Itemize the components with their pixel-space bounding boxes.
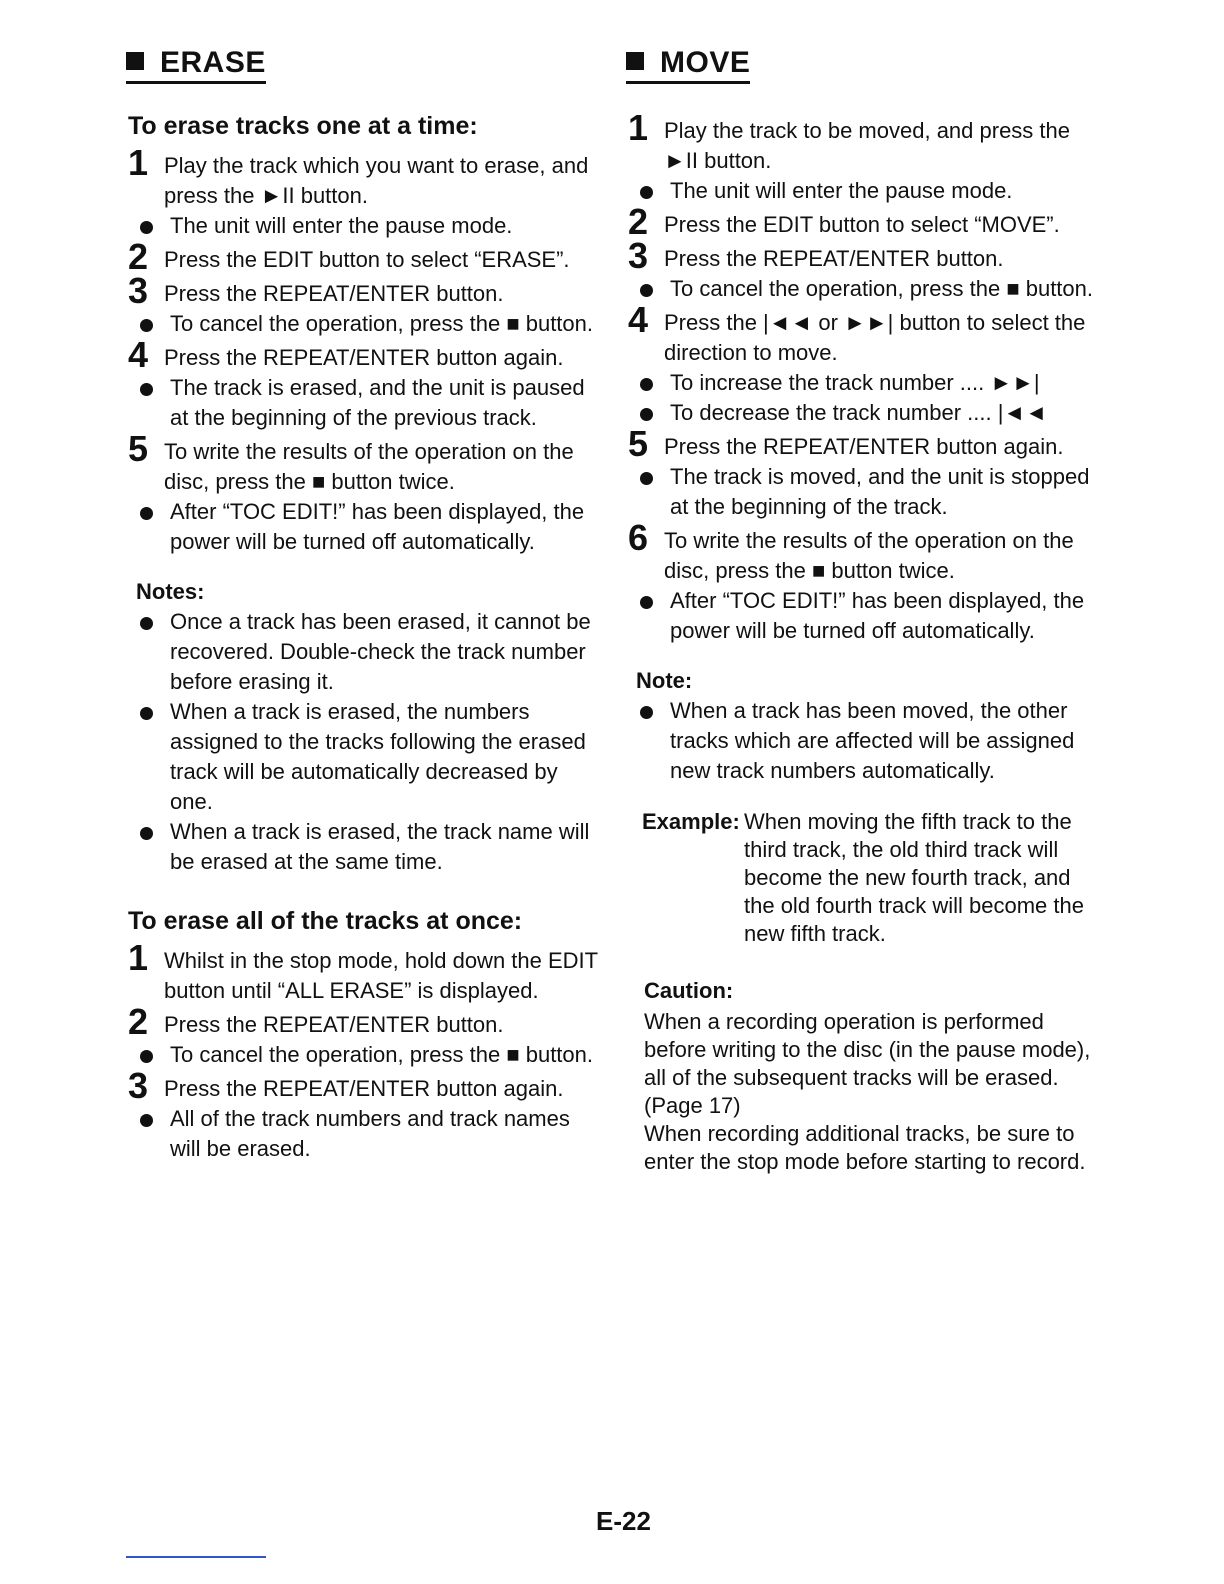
bullet-text: To cancel the operation, press the ■ button. [170,1042,593,1067]
bullet-item [126,817,606,877]
bullet-item [626,462,1104,522]
step-number: 1 [628,107,649,148]
step-item [626,423,1104,464]
bullet-item [626,176,1104,206]
bullet-dot-icon [640,706,653,719]
bullet-item [626,586,1104,646]
step-item [126,428,606,497]
bullet-text: The unit will enter the pause mode. [670,178,1013,203]
step-number: 3 [128,270,149,311]
step-item [126,1001,606,1042]
bullet-text: The track is erased, and the unit is paused at the beginning of the previous track. [170,375,585,430]
bullet-item [126,697,606,817]
bullet-text: To increase the track number .... ►►| [670,370,1040,395]
step-text: Play the track to be moved, and press the ►II button. [664,118,1071,173]
bullet-dot-icon [140,319,153,332]
step-text: Press the EDIT button to select “ERASE”. [164,247,570,272]
bullet-dot-icon [640,284,653,297]
erase-notes-heading: Notes: [136,579,205,604]
bullet-text: The unit will enter the pause mode. [170,213,513,238]
bullet-item [126,211,606,241]
step-item [126,270,606,311]
step-text: Whilst in the stop mode, hold down the EDIT button until “ALL ERASE” is displayed. [164,948,598,1003]
bullet-text: To cancel the operation, press the ■ button. [670,276,1093,301]
bullet-dot-icon [140,827,153,840]
step-text: Press the REPEAT/ENTER button. [164,281,504,306]
move-note-heading: Note: [636,668,693,693]
bullet-text: All of the track numbers and track names will be erased. [170,1106,570,1161]
bullet-dot-icon [140,1050,153,1063]
step-item [626,201,1104,242]
bullet-text: Once a track has been erased, it cannot be recovered. Double-check the track number before erasing it. [170,609,591,694]
move-section-title [626,46,750,84]
bullet-dot-icon [640,186,653,199]
step-item [126,236,606,277]
step-text: Press the REPEAT/ENTER button. [664,246,1004,271]
bullet-text: When a track is erased, the track name will be erased at the same time. [170,819,590,874]
erase-notes-list [126,607,606,877]
erase-column [126,46,606,1164]
bullet-text: When a track has been moved, the other tracks which are affected will be assigned new track numbers automatically. [670,698,1075,783]
step-item [626,299,1104,368]
move-note-list [626,696,1104,786]
step-number: 5 [128,428,149,469]
bullet-dot-icon [640,408,653,421]
step-number: 2 [628,201,649,242]
bullet-text: After “TOC EDIT!” has been displayed, the power will be turned off automatically. [170,499,585,554]
bullet-item [126,607,606,697]
erase-all-steps [126,937,606,1164]
erase-title-text: ERASE [160,46,266,79]
step-number: 3 [628,235,649,276]
bullet-text: After “TOC EDIT!” has been displayed, the power will be turned off automatically. [670,588,1085,643]
example-label: Example: [642,809,740,834]
caution-paragraph-2: When recording additional tracks, be sure to enter the stop mode before starting to record. [644,1121,1086,1174]
bullet-dot-icon [140,617,153,630]
step-item [126,142,606,211]
step-number: 2 [128,236,149,277]
caution-body [626,1008,1104,1176]
step-item [626,235,1104,276]
bullet-item [126,1040,606,1070]
square-bullet-icon [126,52,144,70]
step-number: 3 [128,1065,149,1106]
erase-all-heading: To erase all of the tracks at once: [128,907,523,935]
move-example [626,808,1104,948]
footer-rule [126,1556,266,1558]
bullet-text: When a track is erased, the numbers assigned to the tracks following the erased track will be automatically decreased by one. [170,699,586,814]
step-text: To write the results of the operation on the disc, press the ■ button twice. [664,528,1074,583]
erase-section-title [126,46,266,84]
caution-paragraph-1: When a recording operation is performed before writing to the disc (in the pause mode), all of the subsequent tracks will be erased. (Page 17) [644,1009,1091,1118]
bullet-item [126,1104,606,1164]
step-number: 4 [628,299,649,340]
bullet-dot-icon [140,221,153,234]
step-text: Press the REPEAT/ENTER button again. [164,345,564,370]
page-number: E-22 [596,1506,651,1536]
bullet-dot-icon [640,596,653,609]
step-text: Play the track which you want to erase, and press the ►II button. [164,153,589,208]
square-bullet-icon [626,52,644,70]
step-text: Press the |◄◄ or ►►| button to select the direction to move. [664,310,1086,365]
bullet-dot-icon [140,383,153,396]
step-text: To write the results of the operation on the disc, press the ■ button twice. [164,439,574,494]
step-item [126,334,606,375]
bullet-dot-icon [140,707,153,720]
bullet-dot-icon [140,507,153,520]
bullet-item [626,398,1104,428]
step-text: Press the EDIT button to select “MOVE”. [664,212,1060,237]
step-item [126,937,606,1006]
bullet-item [626,696,1104,786]
step-number: 5 [628,423,649,464]
bullet-item [126,373,606,433]
step-text: Press the REPEAT/ENTER button again. [664,434,1064,459]
bullet-item [126,309,606,339]
caution-heading: Caution: [644,978,734,1003]
bullet-dot-icon [640,378,653,391]
move-title-text: MOVE [660,46,751,79]
erase-one-steps [126,142,606,557]
bullet-text: The track is moved, and the unit is stopped at the beginning of the track. [670,464,1090,519]
step-number: 6 [628,517,649,558]
step-number: 1 [128,142,149,183]
step-item [126,1065,606,1106]
erase-one-heading: To erase tracks one at a time: [128,112,478,140]
step-number: 2 [128,1001,149,1042]
move-column [626,46,1104,1176]
step-item [626,107,1104,176]
step-number: 1 [128,937,149,978]
bullet-item [626,274,1104,304]
step-item [626,517,1104,586]
step-text: Press the REPEAT/ENTER button. [164,1012,504,1037]
bullet-text: To cancel the operation, press the ■ button. [170,311,593,336]
step-number: 4 [128,334,149,375]
example-text: When moving the fifth track to the third track, the old third track will become the new fourth track, and the old fourth track will become the new fifth track. [744,809,1084,946]
bullet-item [126,497,606,557]
bullet-item [626,368,1104,398]
step-text: Press the REPEAT/ENTER button again. [164,1076,564,1101]
move-steps [626,107,1104,646]
bullet-dot-icon [640,472,653,485]
bullet-text: To decrease the track number .... |◄◄ [670,400,1047,425]
bullet-dot-icon [140,1114,153,1127]
